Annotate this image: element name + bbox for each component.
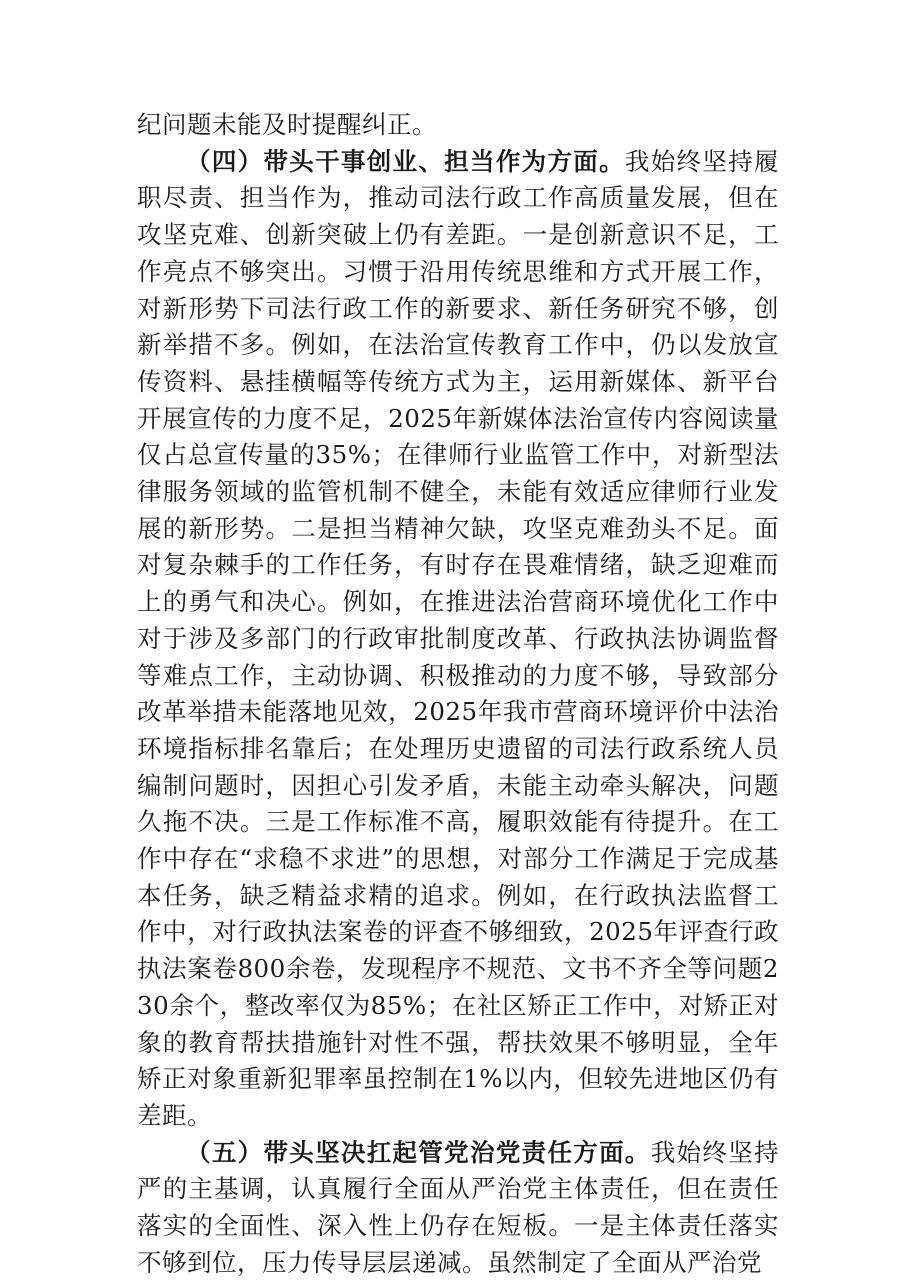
document-body (137, 107, 779, 1282)
section-heading-four: （四）带头干事创业、担当作为方面。 (186, 146, 625, 176)
paragraph-text: 我始终坚持严的主基调，认真履行全面从严治党主体责任，但在责任落实的全面性、深入性上仍存在短板。一是主体责任落实不够到位，压力传导层层递减。虽然制定了全面从严治党 (137, 1137, 780, 1277)
paragraph-continuation (137, 107, 779, 144)
section-heading-five: （五）带头坚决扛起管党治党责任方面。 (186, 1137, 651, 1167)
paragraph-section-five (137, 1135, 779, 1282)
paragraph-text: 纪问题未能及时提醒纠正。 (137, 110, 437, 139)
paragraph-section-four (137, 144, 779, 1135)
paragraph-text: 我始终坚持履职尽责、担当作为，推动司法行政工作高质量发展，但在攻坚克难、创新突破上仍有差距。一是创新意识不足，工作亮点不够突出。习惯于沿用传统思维和方式开展工作，对新形势下司法行政工作的新要求、新任务研究不够，创新举措不多。例如，在法治宣传教育工作中，仍以发放宣传资料、悬挂横幅等传统方式为主，运用新媒体、新平台开展宣传的力度不足，2025年新媒体法治宣传内容阅读量仅占总宣传量的35%；在律师行业监管工作中，对新型法律服务领域的监管机制不健全，未能有效适应律师行业发展的新形势。二是担当精神欠缺，攻坚克难劲头不足。面对复杂棘手的工作任务，有时存在畏难情绪，缺乏迎难而上的勇气和决心。例如，在推进法治营商环境优化工作中对于涉及多部门的行政审批制度改革、行政执法协调监督等难点工作，主动协调、积极推动的力度不够，导致部分改革举措未能落地见效，2025年我市营商环境评价中法治环境指标排名靠后；在处理历史遗留的司法行政系统人员编制问题时，因担心引发矛盾，未能主动牵头解决，问题久拖不决。三是工作标准不高，履职效能有待提升。在工作中存在“求稳不求进”的思想，对部分工作满足于完成基本任务，缺乏精益求精的追求。例如，在行政执法监督工作中，对行政执法案卷的评查不够细致，2025年评查行政执法案卷800余卷，发现程序不规范、文书不齐全等问题230余个，整改率仅为85%；在社区矫正工作中，对矫正对象的教育帮扶措施针对性不强，帮扶效果不够明显，全年矫正对象重新犯罪率虽控制在1%以内，但较先进地区仍有差距。 (137, 146, 780, 1130)
